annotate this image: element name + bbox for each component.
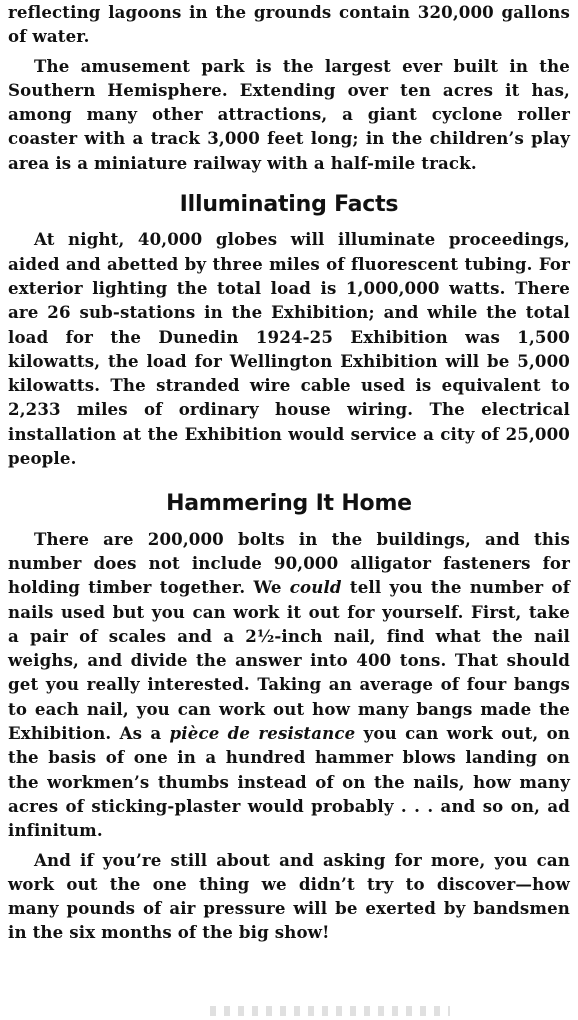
intro-paragraph-2: The amusement park is the largest ever built in the Southern Hemisphere. Extending over ten acres it has, among many other attractions, a giant cyclone roller coaster with a track 3,000 feet long; in the children’s play area is a miniature railway with a half-mile track. <box>8 55 570 173</box>
hammering-text-a: There are 200,000 bolts in the buildings, and this number does not include 90,000 alligator fasteners for holding timber together. We <box>8 528 570 598</box>
hammering-text-c: tell you the number of nails used but you can work it out for yourself. First, take a pair of scales and a 2½-inch nail, find what the nail weighs, and divide the answer into 400 tons. That should get you really interested. Taking an average of four bangs to each nail, you can work out how many bangs made the Exhibition. As a <box>8 577 571 744</box>
print-smudge <box>210 1006 450 1016</box>
hammering-paragraph-2: And if you’re still about and asking for more, you can work out the one thing we didn’t try to discover—how many pounds of air pressure will be exerted by bandsmen in the six months of the big show! <box>8 849 570 943</box>
hammering-text-e: you can work out, on the basis of one in a hundred hammer blows landing on the workmen’s thumbs instead of on the nails, how many acres of sticking-plaster would probably . . . and so on, ad infinitum. <box>8 723 571 841</box>
intro-paragraph-1: reflecting lagoons in the grounds contain 320,000 gallons of water. <box>8 2 570 47</box>
hammering-italic-piece: pièce de resistance <box>169 723 356 744</box>
illuminating-facts-paragraph: At night, 40,000 globes will illuminate proceedings, aided and abetted by three miles of fluorescent tubing. For exterior lighting the total load is 1,000,000 watts. There are 26 sub-stations in the Exhibition; and while the total load for the Dunedin 1924-25 Exhibition was 1,500 kilowatts, the load for Wellington Exhibition will be 5,000 kilowatts. The stranded wire cable used is equivalent to 2,233 miles of ordinary house wiring. The electrical installation at the Exhibition would service a city of 25,000 people. <box>8 229 570 469</box>
hammering-paragraph-1 <box>8 527 570 843</box>
section-heading-hammering-it-home: Hammering It Home <box>166 491 412 517</box>
section-heading-illuminating-facts: Illuminating Facts <box>179 192 399 218</box>
hammering-italic-could: could <box>289 577 342 598</box>
article-page <box>8 0 570 945</box>
